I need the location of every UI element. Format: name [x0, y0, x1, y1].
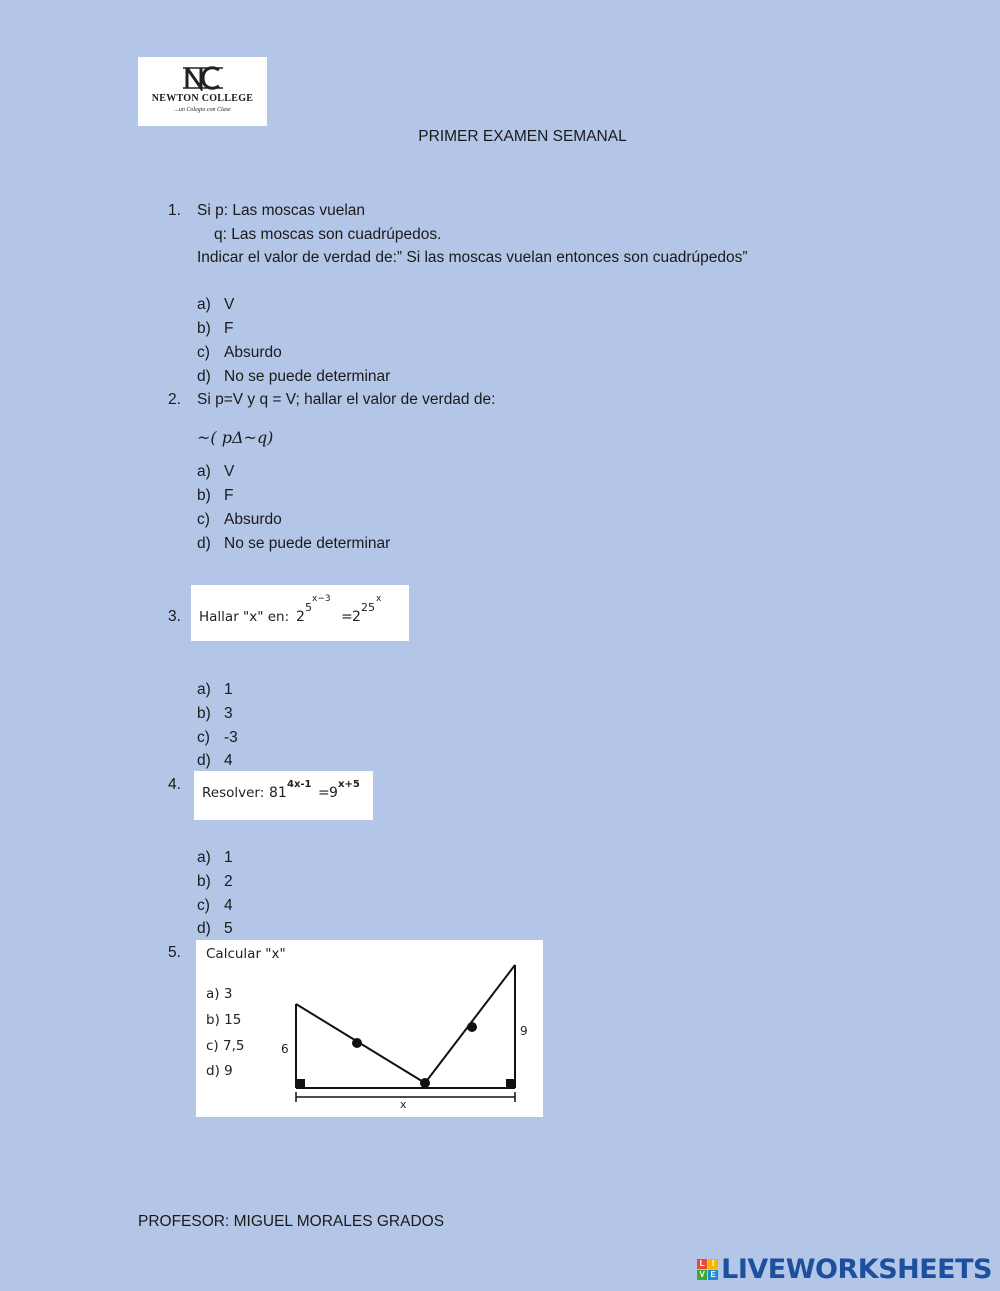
q3-option-c[interactable]: -3 — [224, 729, 238, 746]
question-1-line-1: Si p: Las moscas vuelan — [197, 202, 366, 219]
q1-option-a[interactable]: V — [224, 296, 235, 313]
q5-label: Calcular "x" — [206, 946, 286, 962]
newton-college-logo — [138, 57, 267, 126]
q4-option-a[interactable]: 1 — [224, 849, 233, 866]
question-1-line-3: Indicar el valor de verdad de:” Si las moscas vuelan entonces son cuadrúpedos” — [197, 249, 748, 266]
question-4-number: 4. — [168, 776, 181, 793]
question-2-number: 2. — [168, 391, 181, 408]
logo-name: NEWTON COLLEGE — [151, 93, 254, 104]
q4-option-letter: c) — [197, 897, 210, 914]
q5-option-c: c) 7,5 — [206, 1038, 245, 1054]
q2-option-d[interactable]: No se puede determinar — [224, 535, 391, 552]
q2-option-b[interactable]: F — [224, 487, 234, 504]
q3-option-letter: d) — [197, 752, 211, 769]
q4-option-c[interactable]: 4 — [224, 897, 233, 914]
q3-option-letter: b) — [197, 705, 211, 722]
nc-emblem-icon — [181, 65, 225, 91]
q1-option-letter: c) — [197, 344, 210, 361]
q2-option-letter: c) — [197, 511, 210, 528]
question-3-image — [191, 585, 409, 641]
q3-equals: = — [341, 609, 353, 625]
q1-option-d[interactable]: No se puede determinar — [224, 368, 391, 385]
q5-geometry-figure — [196, 940, 543, 1117]
q3-exp1-base: 5 — [305, 601, 312, 614]
liveworksheets-brand: LIVEWORKSHEETS — [721, 1254, 992, 1285]
question-4-image — [194, 771, 373, 820]
question-1-line-2: q: Las moscas son cuadrúpedos. — [214, 226, 442, 243]
q3-option-letter: a) — [197, 681, 211, 698]
q1-option-letter: a) — [197, 296, 211, 313]
question-2-line-1: Si p=V y q = V; hallar el valor de verdad de: — [197, 391, 496, 408]
q1-option-letter: d) — [197, 368, 211, 385]
q5-option-d: d) 9 — [206, 1063, 233, 1079]
q2-option-letter: b) — [197, 487, 211, 504]
question-2-formula: ~( pΔ~q) — [197, 428, 274, 447]
q4-equals: = — [318, 785, 330, 801]
q3-option-b[interactable]: 3 — [224, 705, 233, 722]
q1-option-c[interactable]: Absurdo — [224, 344, 282, 361]
q5-option-b: b) 15 — [206, 1012, 242, 1028]
question-3-number: 3. — [168, 608, 181, 625]
q1-option-letter: b) — [197, 320, 211, 337]
q4-base-1: 81 — [269, 785, 287, 801]
q3-label: Hallar "x" en: — [199, 609, 290, 625]
q3-exp2-base: 25 — [361, 601, 375, 614]
q3-base-1: 2 — [296, 609, 305, 625]
logo-tagline: ...un Colegio con Clase — [174, 107, 231, 113]
brand-letter-e: E — [708, 1270, 718, 1280]
q2-option-letter: d) — [197, 535, 211, 552]
q4-option-letter: d) — [197, 920, 211, 937]
q3-exp1-exp: x−3 — [312, 594, 331, 604]
q5-option-a: a) 3 — [206, 986, 233, 1002]
page-title: PRIMER EXAMEN SEMANAL — [418, 128, 627, 145]
question-5-number: 5. — [168, 944, 181, 961]
brand-letter-v: V — [697, 1270, 707, 1280]
question-1-number: 1. — [168, 202, 181, 219]
q3-option-d[interactable]: 4 — [224, 752, 233, 769]
q3-option-a[interactable]: 1 — [224, 681, 233, 698]
q3-exp2-exp: x — [376, 594, 382, 604]
q4-option-d[interactable]: 5 — [224, 920, 233, 937]
q2-option-a[interactable]: V — [224, 463, 235, 480]
q4-option-letter: b) — [197, 873, 211, 890]
liveworksheets-blocks-icon — [697, 1259, 718, 1280]
liveworksheets-logo[interactable] — [697, 1254, 992, 1285]
q5-base-label: x — [400, 1098, 407, 1111]
q4-exp-1: 4x-1 — [287, 779, 312, 790]
q4-label: Resolver: — [202, 785, 265, 801]
q4-option-letter: a) — [197, 849, 211, 866]
q2-option-letter: a) — [197, 463, 211, 480]
q3-option-letter: c) — [197, 729, 210, 746]
q1-option-b[interactable]: F — [224, 320, 234, 337]
q4-exp-2: x+5 — [338, 779, 360, 790]
q4-option-b[interactable]: 2 — [224, 873, 233, 890]
q5-left-side-label: 6 — [281, 1042, 289, 1056]
question-5-image — [196, 940, 543, 1117]
q2-option-c[interactable]: Absurdo — [224, 511, 282, 528]
brand-letter-i: I — [708, 1259, 718, 1269]
q5-right-side-label: 9 — [520, 1024, 528, 1038]
q3-base-2: 2 — [352, 609, 361, 625]
q4-base-2: 9 — [329, 785, 338, 801]
professor-name: PROFESOR: MIGUEL MORALES GRADOS — [138, 1213, 445, 1230]
brand-letter-l: L — [697, 1259, 707, 1269]
